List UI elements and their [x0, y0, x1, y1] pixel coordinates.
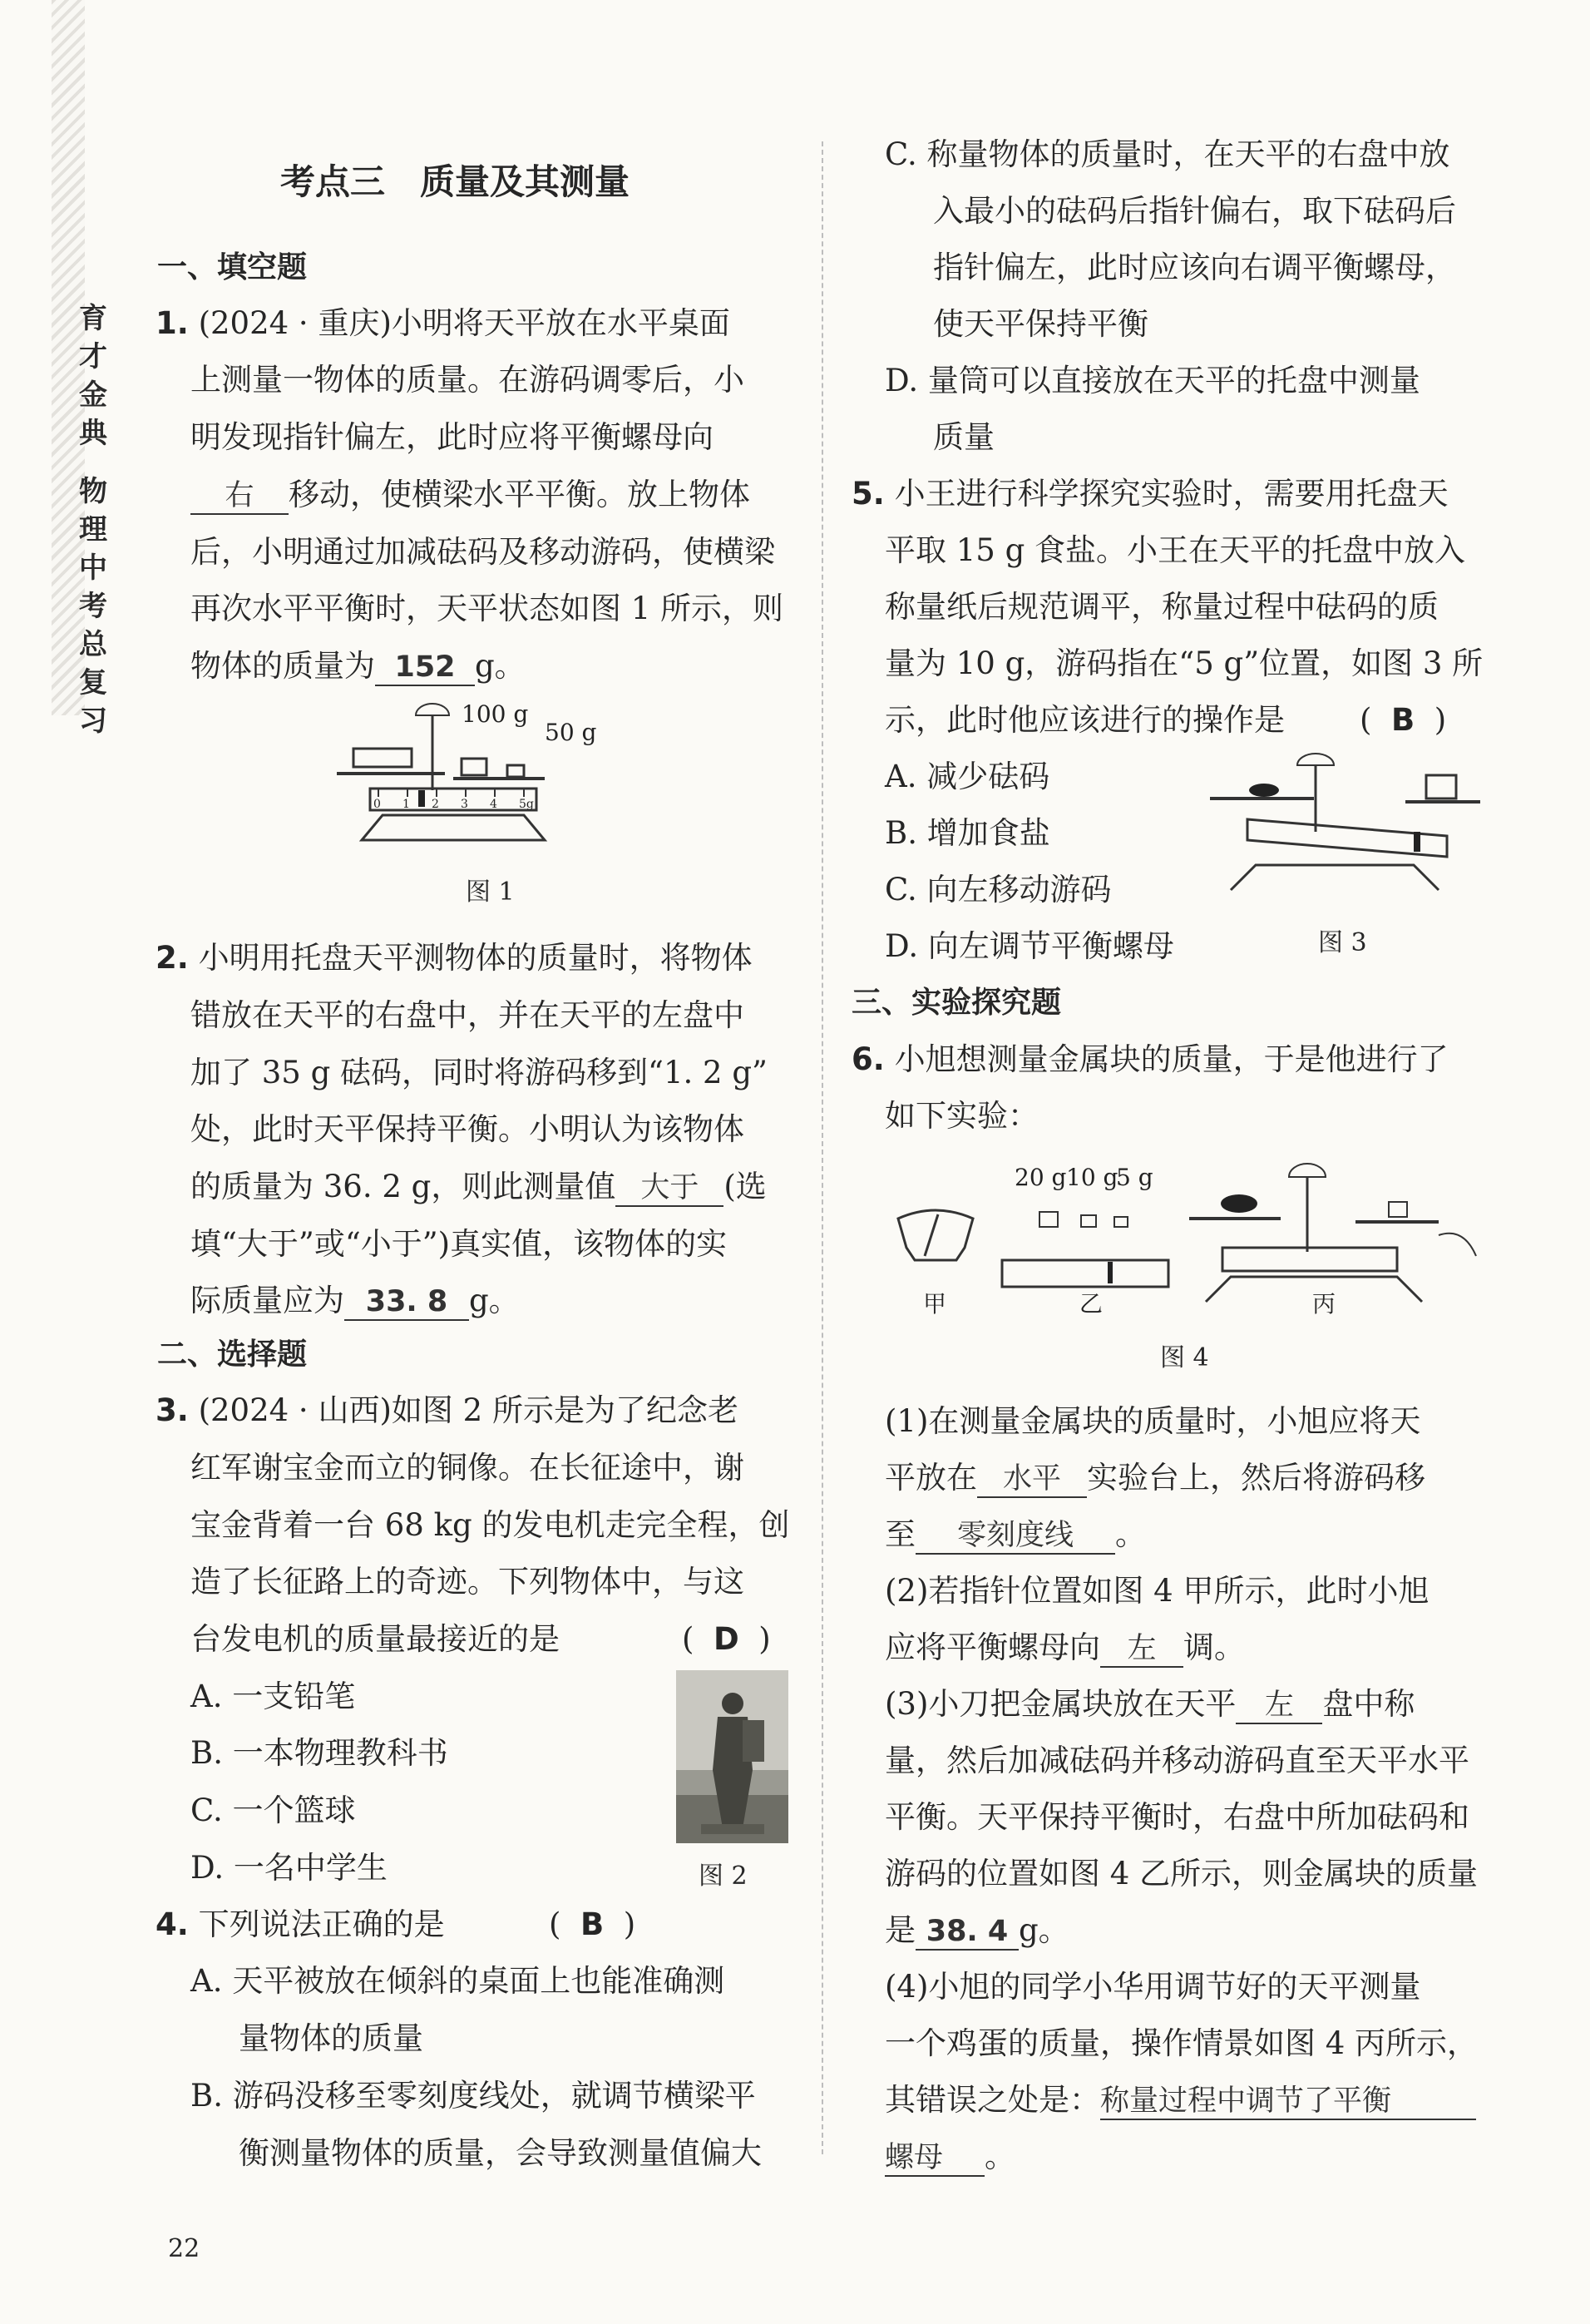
- q3-answer: ( D ): [682, 1621, 771, 1657]
- figure-3-balance: [1197, 749, 1497, 898]
- q2-line6: 填“大于”或“小于”)真实值，该物体的实: [190, 1226, 728, 1262]
- q5-line1: 5. 小王进行科学探究实验时，需要用托盘天: [852, 476, 1449, 512]
- q4-option-b-cont: 衡测量物体的质量，会导致测量值偏大: [239, 2135, 762, 2171]
- q3-option-b[interactable]: B. 一本物理教科书: [190, 1735, 448, 1771]
- page-number: 22: [168, 2234, 200, 2263]
- q6-part1-line2: 平放在 水平 实验台上，然后将游码移: [885, 1458, 1425, 1498]
- q4-option-a[interactable]: A. 天平被放在倾斜的桌面上也能准确测: [190, 1963, 725, 1999]
- fig1-tick-1: 1: [402, 798, 410, 811]
- figure-2-statue-photo: [676, 1670, 788, 1843]
- q6-part1-line3: 至 零刻度线 。: [885, 1515, 1146, 1555]
- fig1-tick-3: 3: [461, 798, 468, 811]
- q2-line7: 际质量应为 33. 8 g。: [190, 1281, 520, 1321]
- q2-line3: 加了 35 g 砝码，同时将游码移到“1. 2 g”: [190, 1055, 768, 1090]
- q2-line2: 错放在天平的右盘中，并在天平的左盘中: [190, 997, 744, 1033]
- q1-line4: 右 移动，使横梁水平平衡。放上物体: [190, 475, 750, 515]
- q4-stem: 4. 下列说法正确的是: [156, 1906, 445, 1942]
- fig1-weight-label-50: 50 g: [545, 719, 597, 746]
- fig1-weight-label-100: 100 g: [462, 700, 529, 728]
- q2-blank2[interactable]: 33. 8: [344, 1284, 469, 1321]
- q6-part2-line2: 应将平衡螺母向 左 调。: [885, 1628, 1245, 1668]
- q6-blank-direction[interactable]: 左: [1100, 1631, 1183, 1668]
- q5-line3: 称量纸后规范调平，称量过程中砝码的质: [885, 589, 1439, 625]
- page-title: 考点三 质量及其测量: [280, 161, 630, 202]
- fig4-dial: [898, 1210, 973, 1260]
- figure-2-caption: 图 2: [699, 1862, 748, 1891]
- q6-blank-error[interactable]: 称量过程中调节了平衡: [1100, 2084, 1476, 2120]
- q5-line5: 示，此时他应该进行的操作是: [885, 702, 1285, 738]
- fig1-tick-5: 5g: [519, 798, 534, 811]
- q2-blank1[interactable]: 大于: [615, 1170, 723, 1207]
- q6-part3-line5: 是 38. 4 g。: [885, 1911, 1069, 1951]
- q2-line4: 处，此时天平保持平衡。小明认为该物体: [190, 1111, 744, 1147]
- q1-line6: 再次水平平衡时，天平状态如图 1 所示，则: [190, 591, 784, 626]
- fig4-weight-20g: 20 g: [1015, 1164, 1067, 1191]
- q6-blank-zero-mark[interactable]: 零刻度线: [916, 1518, 1115, 1555]
- q4-option-c-cont2: 指针偏左，此时应该向右调平衡螺母，: [933, 250, 1456, 285]
- q1-line7: 物体的质量为 152 g。: [190, 646, 526, 686]
- figure-4-experiment: [890, 1152, 1489, 1314]
- q2-line1: 2. 小明用托盘天平测物体的质量时，将物体: [156, 940, 753, 976]
- section-fill-in: 一、填空题: [157, 250, 308, 284]
- q5-option-b[interactable]: B. 增加食盐: [885, 815, 1050, 851]
- q3-line5: 台发电机的质量最接近的是: [190, 1621, 560, 1657]
- figure-1-caption: 图 1: [466, 878, 515, 907]
- column-divider: [822, 141, 823, 2154]
- q4-option-c-cont1: 入最小的砝码后指针偏右，取下砝码后: [933, 193, 1456, 229]
- q6-blank-pan[interactable]: 左: [1236, 1688, 1322, 1724]
- q6-part4-line1: (4)小旭的同学小华用调节好的天平测量: [885, 1969, 1421, 2005]
- q6-line1: 6. 小旭想测量金属块的质量，于是他进行了: [852, 1041, 1449, 1077]
- q6-part3-line4: 游码的位置如图 4 乙所示，则金属块的质量: [885, 1856, 1479, 1891]
- q6-blank-level[interactable]: 水平: [977, 1461, 1087, 1498]
- q6-part1-line1: (1)在测量金属块的质量时，小旭应将天: [885, 1403, 1421, 1439]
- figure-3-caption: 图 3: [1318, 928, 1367, 957]
- q3-line4: 造了长征路上的奇迹。下列物体中，与这: [190, 1564, 744, 1600]
- q3-line1: 3. (2024 · 山西)如图 2 所示是为了纪念老: [156, 1392, 738, 1428]
- q3-option-a[interactable]: A. 一支铅笔: [190, 1679, 356, 1714]
- q4-option-d-cont: 质量: [933, 419, 995, 455]
- q1-line2: 上测量一物体的质量。在游码调零后，小: [190, 362, 744, 398]
- q4-option-a-cont: 量物体的质量: [239, 2020, 423, 2056]
- figure-4-caption: 图 4: [1160, 1343, 1209, 1372]
- q1-line5: 后，小明通过加减砝码及移动游码，使横梁: [190, 534, 775, 570]
- q6-line2: 如下实验：: [885, 1098, 1039, 1134]
- q1-line1: 1. (2024 · 重庆)小明将天平放在水平桌面: [156, 305, 730, 341]
- fig1-tick-2: 2: [432, 798, 439, 811]
- q4-answer: ( B ): [549, 1906, 636, 1942]
- q4-option-b[interactable]: B. 游码没移至零刻度线处，就调节横梁平: [190, 2078, 756, 2114]
- section-experiment: 三、实验探究题: [852, 986, 1062, 1020]
- fig4-weight-5g: 5 g: [1116, 1164, 1153, 1191]
- q6-part2-line1: (2)若指针位置如图 4 甲所示，此时小旭: [885, 1573, 1430, 1609]
- q3-option-d[interactable]: D. 一名中学生: [190, 1850, 388, 1886]
- q5-line4: 量为 10 g，游码指在“5 g”位置，如图 3 所: [885, 645, 1484, 681]
- q1-blank2[interactable]: 152: [375, 650, 475, 686]
- q4-option-d[interactable]: D. 量筒可以直接放在天平的托盘中测量: [885, 363, 1420, 398]
- fig4-label-bing: 丙: [1312, 1290, 1336, 1314]
- q6-blank-error-cont[interactable]: 螺母: [885, 2140, 985, 2177]
- section-choice: 二、选择题: [157, 1338, 308, 1372]
- fig4-label-yi: 乙: [1079, 1290, 1104, 1314]
- fig1-tick-4: 4: [490, 798, 497, 811]
- q3-line2: 红军谢宝金而立的铜像。在长征途中，谢: [190, 1450, 744, 1486]
- q4-option-c[interactable]: C. 称量物体的质量时，在天平的右盘中放: [885, 136, 1450, 172]
- q2-line5: 的质量为 36. 2 g，则此测量值 大于 (选: [190, 1167, 767, 1207]
- q6-part4-line2: 一个鸡蛋的质量，操作情景如图 4 丙所示，: [885, 2025, 1479, 2061]
- q5-option-a[interactable]: A. 减少砝码: [885, 759, 1050, 794]
- q1-blank1[interactable]: 右: [190, 478, 289, 515]
- q5-line2: 平取 15 g 食盐。小王在天平的托盘中放入: [885, 532, 1466, 568]
- q6-part4-line3: 其错误之处是：称量过程中调节了平衡: [885, 2080, 1476, 2120]
- figure-1-balance: [337, 699, 653, 857]
- fig1-tick-0: 0: [373, 798, 381, 811]
- q6-blank-mass[interactable]: 38. 4: [916, 1914, 1019, 1951]
- q4-option-c-cont3: 使天平保持平衡: [933, 306, 1148, 342]
- q6-part4-line4: 螺母 。: [885, 2137, 1015, 2177]
- fig4-label-jia: 甲: [923, 1290, 947, 1314]
- q6-part3-line2: 量，然后加减砝码并移动游码直至天平水平: [885, 1743, 1469, 1778]
- fig4-weight-10g: 10 g: [1066, 1164, 1118, 1191]
- q6-part3-line3: 平衡。天平保持平衡时，右盘中所加砝码和: [885, 1799, 1469, 1835]
- side-label: 育 才 金 典 物 理 中 考 总 复 习: [79, 302, 107, 738]
- q6-part3-line1: (3)小刀把金属块放在天平 左 盘中称: [885, 1684, 1415, 1724]
- q1-line3: 明发现指针偏左，此时应将平衡螺母向: [190, 419, 714, 455]
- q5-answer: ( B ): [1360, 702, 1447, 738]
- q3-line3: 宝金背着一台 68 kg 的发电机走完全程，创: [190, 1507, 790, 1543]
- q3-option-c[interactable]: C. 一个篮球: [190, 1792, 356, 1828]
- q5-option-c[interactable]: C. 向左移动游码: [885, 872, 1112, 907]
- q5-option-d[interactable]: D. 向左调节平衡螺母: [885, 928, 1174, 964]
